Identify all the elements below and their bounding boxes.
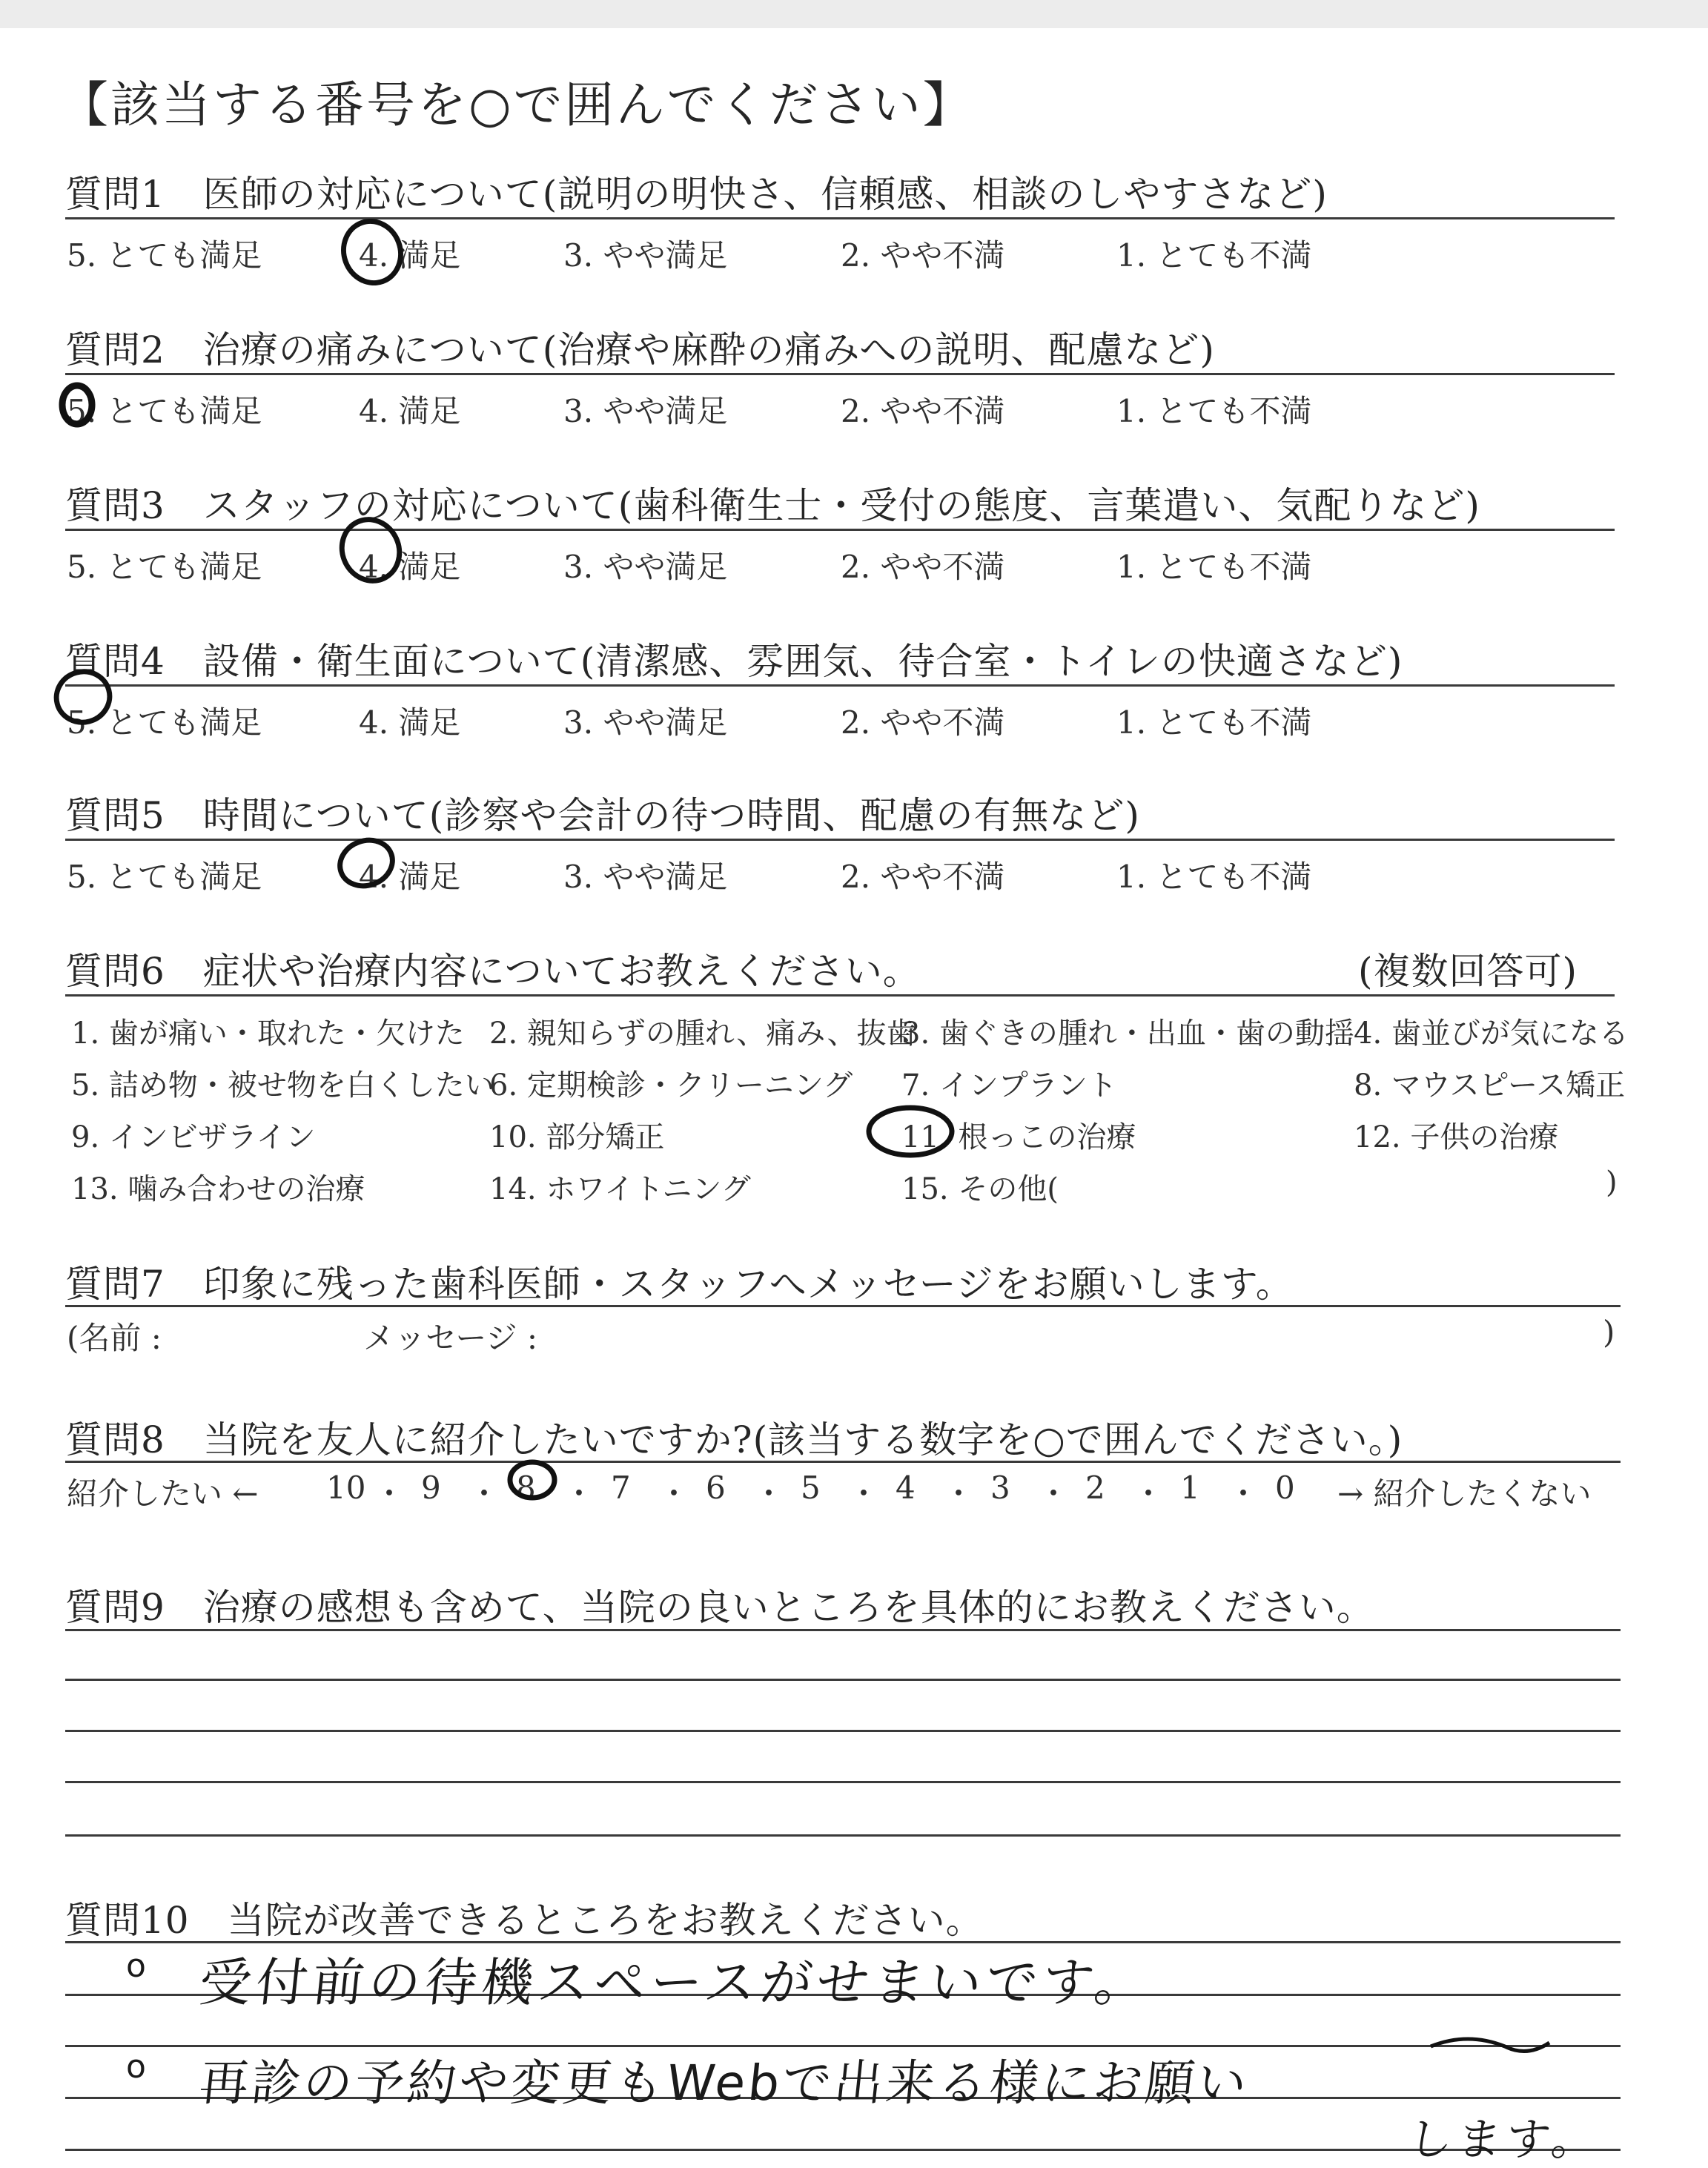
q3-option-2[interactable]: 2. やや不満 <box>841 549 1005 585</box>
q5-option-1[interactable]: 1. とても不満 <box>1116 859 1312 895</box>
question-5-title: 質問5 時間について(診察や会計の待つ時間、配慮の有無など) <box>65 794 1140 837</box>
q4-option-4[interactable]: 4. 満足 <box>359 704 461 741</box>
q2-option-4[interactable]: 4. 満足 <box>359 393 461 429</box>
q5-option-5[interactable]: 5. とても満足 <box>67 859 262 895</box>
question-5-rule <box>65 839 1615 841</box>
q8-right-label: → 紹介したくない <box>1337 1475 1592 1512</box>
q7-close-paren: ) <box>1603 1314 1615 1350</box>
q6-item-8[interactable]: 8. マウスピース矯正 <box>1354 1068 1626 1103</box>
q8-scale-separator: ・ <box>943 1475 975 1512</box>
question-3-rule <box>65 529 1615 531</box>
q7-message-label: メッセージ : <box>363 1320 537 1356</box>
q5-option-2[interactable]: 2. やや不満 <box>841 859 1005 895</box>
q8-scale-3[interactable]: 3 <box>990 1470 1010 1506</box>
q8-scale-separator: ・ <box>1133 1475 1165 1512</box>
question-7-rule <box>65 1305 1621 1307</box>
question-6-title: 質問6 症状や治療内容についてお教えください。 <box>65 950 921 993</box>
question-1-rule <box>65 217 1615 219</box>
q10-bullet-1: o <box>126 1947 146 1985</box>
q8-scale-2[interactable]: 2 <box>1085 1470 1105 1506</box>
q8-scale-0[interactable]: 0 <box>1275 1470 1295 1506</box>
question-2-title: 質問2 治療の痛みについて(治療や麻酔の痛みへの説明、配慮など) <box>65 328 1215 371</box>
q9-line-5 <box>65 1834 1621 1837</box>
question-9-title: 質問9 治療の感想も含めて、当院の良いところを具体的にお教えください。 <box>65 1586 1374 1629</box>
q3-option-5[interactable]: 5. とても満足 <box>67 549 262 585</box>
q6-item-10[interactable]: 10. 部分矯正 <box>489 1120 665 1154</box>
q10-answer-3: します。 <box>1405 2114 1603 2166</box>
q2-option-3[interactable]: 3. やや満足 <box>563 393 728 429</box>
q7-name-label: (名前 : <box>67 1320 162 1356</box>
q6-item-4[interactable]: 4. 歯並びが気になる <box>1354 1017 1629 1051</box>
q6-item-7[interactable]: 7. インプラント <box>901 1068 1117 1103</box>
q4-option-2[interactable]: 2. やや不満 <box>841 704 1005 741</box>
q8-scale-separator: ・ <box>1038 1475 1070 1512</box>
q8-scale-separator: ・ <box>848 1475 880 1512</box>
q8-scale-7[interactable]: 7 <box>611 1470 631 1506</box>
q3-option-3[interactable]: 3. やや満足 <box>563 549 728 585</box>
question-2-rule <box>65 373 1615 375</box>
q8-scale-separator: ・ <box>563 1475 595 1512</box>
q4-option-1[interactable]: 1. とても不満 <box>1116 704 1312 741</box>
question-8-title: 質問8 当院を友人に紹介したいですか?(該当する数字を○で囲んでください。) <box>65 1418 1403 1461</box>
q9-line-2 <box>65 1679 1621 1681</box>
q1-option-4[interactable]: 4. 満足 <box>359 237 461 274</box>
q5-option-3[interactable]: 3. やや満足 <box>563 859 728 895</box>
q8-scale-separator: ・ <box>1228 1475 1260 1512</box>
q1-option-2[interactable]: 2. やや不満 <box>841 237 1005 274</box>
question-1-title: 質問1 医師の対応について(説明の明快さ、信頼感、相談のしやすさなど) <box>65 173 1328 216</box>
q9-line-4 <box>65 1781 1621 1783</box>
q9-line-3 <box>65 1730 1621 1732</box>
q8-scale-separator: ・ <box>469 1475 500 1512</box>
question-7-title: 質問7 印象に残った歯科医師・スタッフへメッセージをお願いします。 <box>65 1263 1294 1306</box>
q6-item-5[interactable]: 5. 詰め物・被せ物を白くしたい <box>71 1068 494 1103</box>
scan-top-band <box>0 0 1708 28</box>
q10-answer-1: 受付前の待機スペースがせまいです。 <box>196 1952 1154 2013</box>
question-6-note: (複数回答可) <box>1358 950 1578 993</box>
q8-scale-10[interactable]: 10 <box>326 1470 366 1506</box>
q8-scale-4[interactable]: 4 <box>896 1470 916 1506</box>
q6-item-3[interactable]: 3. 歯ぐきの腫れ・出血・歯の動揺 <box>901 1017 1354 1051</box>
instruction-heading: 【該当する番号を○で囲んでください】 <box>59 76 974 133</box>
question-4-rule <box>65 684 1615 687</box>
q10-answer-2: 再診の予約や変更もWebで出来る様にお願い <box>196 2055 1253 2112</box>
q2-option-2[interactable]: 2. やや不満 <box>841 393 1005 429</box>
q6-item-9[interactable]: 9. インビザライン <box>71 1120 316 1154</box>
q3-option-1[interactable]: 1. とても不満 <box>1116 549 1312 585</box>
q8-scale-separator: ・ <box>753 1475 785 1512</box>
q8-scale-8[interactable]: 8 <box>516 1470 536 1506</box>
q6-item-1[interactable]: 1. 歯が痛い・取れた・欠けた <box>71 1017 465 1051</box>
q3-option-4[interactable]: 4. 満足 <box>359 549 461 585</box>
q10-bullet-2: o <box>126 2048 146 2086</box>
q6-item-14[interactable]: 14. ホワイトニング <box>489 1172 751 1206</box>
q6-item-15[interactable]: 15. その他( <box>901 1172 1059 1206</box>
q4-option-5[interactable]: 5. とても満足 <box>67 704 262 741</box>
q1-option-5[interactable]: 5. とても満足 <box>67 237 262 274</box>
q6-item-12[interactable]: 12. 子供の治療 <box>1354 1120 1559 1154</box>
q8-scale-separator: ・ <box>374 1475 406 1512</box>
q10-line-5 <box>65 2149 1621 2151</box>
q6-item-11[interactable]: 11. 根っこの治療 <box>901 1120 1136 1154</box>
q8-scale-separator: ・ <box>658 1475 690 1512</box>
q1-option-3[interactable]: 3. やや満足 <box>563 237 728 274</box>
q8-scale-1[interactable]: 1 <box>1180 1470 1200 1506</box>
q2-option-5[interactable]: 5. とても満足 <box>67 393 262 429</box>
q9-line-1 <box>65 1629 1621 1631</box>
q1-option-1[interactable]: 1. とても不満 <box>1116 237 1312 274</box>
q8-scale-5[interactable]: 5 <box>801 1470 821 1506</box>
q6-item-15-close: ) <box>1606 1166 1618 1200</box>
question-4-title: 質問4 設備・衛生面について(清潔感、雰囲気、待合室・トイレの快適さなど) <box>65 640 1403 683</box>
q8-scale-9[interactable]: 9 <box>421 1470 441 1506</box>
q2-option-1[interactable]: 1. とても不満 <box>1116 393 1312 429</box>
question-3-title: 質問3 スタッフの対応について(歯科衛生士・受付の態度、言葉遣い、気配りなど) <box>65 484 1480 527</box>
q8-scale-6[interactable]: 6 <box>706 1470 726 1506</box>
question-8-rule <box>65 1461 1621 1463</box>
q6-item-13[interactable]: 13. 噛み合わせの治療 <box>71 1172 365 1206</box>
q8-left-label: 紹介したい ← <box>67 1475 259 1512</box>
q5-option-4[interactable]: 4. 満足 <box>359 859 461 895</box>
question-6-rule <box>65 994 1615 997</box>
q6-item-2[interactable]: 2. 親知らずの腫れ、痛み、抜歯 <box>489 1017 916 1051</box>
q4-option-3[interactable]: 3. やや満足 <box>563 704 728 741</box>
q6-item-6[interactable]: 6. 定期検診・クリーニング <box>489 1068 853 1103</box>
question-10-title: 質問10 当院が改善できるところをお教えください。 <box>65 1899 984 1942</box>
